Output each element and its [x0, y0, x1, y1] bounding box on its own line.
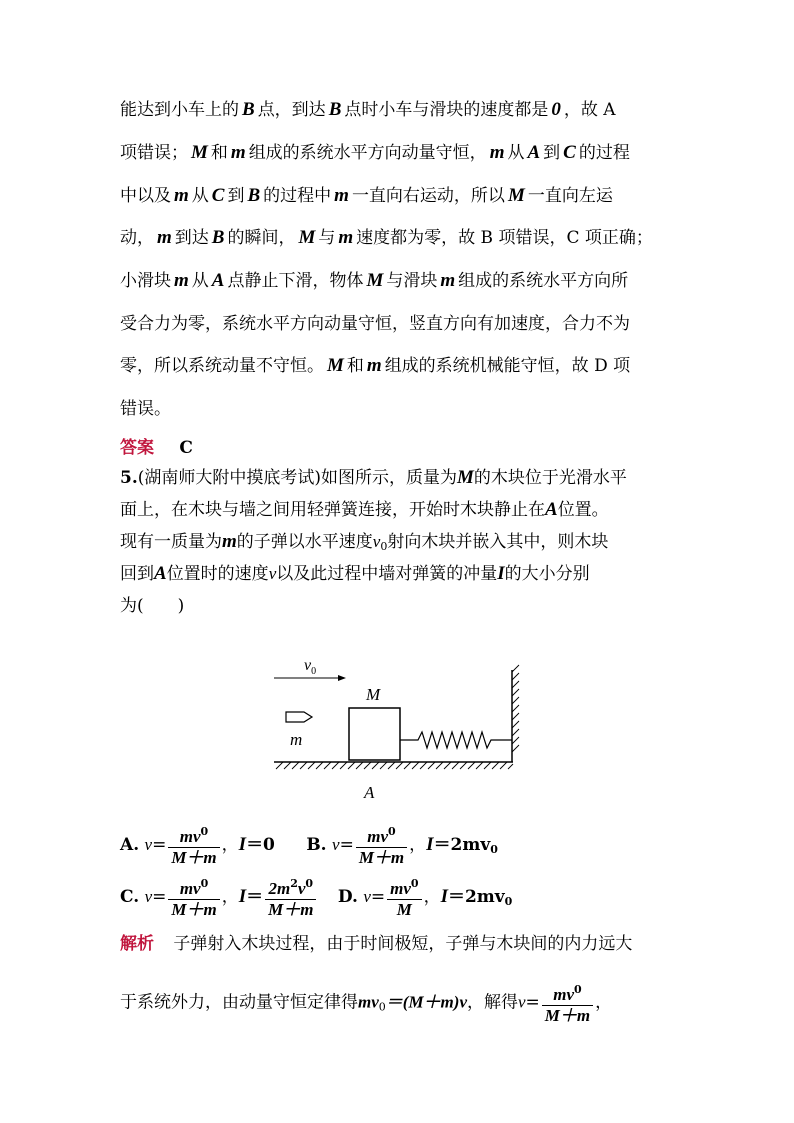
analysis-text: ，解得: [467, 992, 518, 1013]
text-run: 与滑块: [386, 271, 438, 291]
math-var: m: [174, 185, 189, 206]
position-A-label: A: [364, 783, 375, 802]
var-v0-sub: 0: [380, 540, 388, 553]
math-var: B: [247, 185, 261, 206]
question-line: [120, 594, 184, 618]
options-row: [120, 874, 512, 924]
var-A: A: [545, 499, 558, 520]
text-run: 点时小车与滑块的速度都是: [344, 100, 549, 120]
velocity-arrowhead: [338, 675, 346, 681]
text-run: 小滑块: [120, 271, 171, 291]
text-run: 能达到小车上的: [120, 100, 239, 120]
physics-figure: [260, 650, 530, 810]
options-row: [120, 822, 498, 872]
math-var: M: [298, 227, 316, 248]
equation-fraction: $\frac{mv^0}{M+m}$: [542, 980, 593, 1026]
text-run: 零，所以系统动量不守恒。: [120, 356, 324, 376]
text-line: [120, 312, 630, 336]
text-line: [120, 269, 628, 293]
question-text: 的子弹以水平速度: [236, 532, 373, 552]
wall-hatch: [512, 665, 519, 752]
text-line: [120, 354, 630, 378]
var-A: A: [154, 563, 167, 584]
text-run: 的过程中: [263, 186, 332, 206]
text-run: 速度都为零，故 B 项错误，C 项正确；: [356, 228, 653, 248]
text-run: 点，到达: [257, 100, 326, 120]
math-var: B: [242, 99, 255, 120]
var-I: I: [497, 563, 505, 584]
bullet-label: m: [290, 730, 303, 749]
v0-label: $v_0$: [304, 657, 317, 677]
text-run: 组成的系统水平方向所: [458, 271, 629, 291]
question-number: 5.: [120, 468, 138, 488]
text-run: 组成的系统机械能守恒，故 D 项: [384, 356, 631, 376]
math-var: M: [191, 142, 208, 163]
question-text: 的大小分别: [504, 564, 590, 584]
text-run: 与: [318, 228, 336, 248]
text-run: 动，: [120, 228, 154, 248]
math-var: M: [507, 185, 525, 206]
question-text: 为( ): [120, 596, 185, 616]
text-line: [120, 98, 616, 122]
math-var: m: [334, 185, 349, 206]
text-run: 从: [507, 143, 525, 163]
analysis-label: 解析: [120, 934, 154, 954]
text-run: 组成的系统水平方向动量守恒，: [248, 143, 487, 163]
equation: ＝(M＋m)v: [385, 992, 467, 1012]
text-run: 到: [227, 186, 245, 206]
question-line: [120, 498, 609, 522]
equation: mv: [358, 992, 379, 1012]
option-D[interactable]: D. v= $\frac{mv^0}{M}$ ，$I=2mv_0$: [337, 877, 513, 919]
question-text: 位置时的速度: [166, 564, 269, 584]
question-text: 如图所示，质量为: [321, 468, 458, 488]
text-run: 和: [346, 356, 364, 376]
text-line: [120, 397, 171, 421]
var-M: M: [457, 467, 474, 488]
text-run: 到达: [174, 228, 209, 248]
text-run: 到: [543, 143, 561, 163]
analysis-text: 于系统外力，由动量守恒定律得: [120, 992, 358, 1013]
math-var: B: [328, 99, 342, 120]
floor-hatch: [276, 762, 513, 769]
question-line: [120, 530, 608, 559]
text-run: ，故 A: [563, 100, 616, 120]
text-run: 项错误；: [120, 143, 188, 163]
text-run: 从: [191, 271, 209, 291]
math-var: C: [211, 185, 225, 206]
question-text: 回到: [120, 564, 154, 584]
spring-shape: [400, 732, 512, 748]
analysis-text: 子弹射入木块过程，由于时间极短，子弹与木块间的内力远大: [173, 934, 633, 954]
answer-line: [120, 436, 193, 460]
question-text: 现有一质量为: [120, 532, 222, 552]
math-var: 0: [551, 99, 561, 120]
text-run: 从: [191, 186, 209, 206]
question-text: 以及此过程中墙对弹簧的冲量: [276, 564, 498, 584]
math-var: m: [157, 227, 172, 248]
text-run: 和: [210, 143, 228, 163]
option-C[interactable]: C. v= $\frac{mv^0}{M+m}$ ，I＝ $\frac{2m^2v^0}{M+m}$: [120, 887, 324, 907]
question-line: [120, 466, 627, 490]
answer-label: 答案: [120, 438, 154, 458]
question-text: 面上，在木块与墙之间用轻弹簧连接，开始时木块静止在: [120, 500, 545, 520]
bullet-shape: [286, 712, 312, 722]
text-line: [120, 184, 613, 208]
math-var: B: [211, 227, 225, 248]
option-A[interactable]: A. v= $\frac{mv^0}{M+m}$ ，I＝0: [120, 825, 275, 867]
text-run: 的过程: [578, 143, 630, 163]
text-run: 一直向右运动，所以: [351, 186, 505, 206]
math-var: A: [527, 142, 541, 163]
question-source: (湖南师大附中摸底考试): [137, 468, 322, 488]
var-v: v: [268, 564, 277, 583]
text-run: 中以及: [120, 186, 171, 206]
text-line: [120, 226, 653, 250]
block-label: M: [366, 685, 381, 704]
math-var: A: [211, 270, 225, 291]
question-text: 射向木块并嵌入其中，则木块: [387, 532, 609, 552]
option-B[interactable]: B. v= $\frac{mv^0}{M+m}$ ，$I=2mv_0$: [306, 825, 498, 867]
text-run: 错误。: [120, 399, 171, 419]
var-m: m: [222, 531, 237, 552]
block-shape: [349, 708, 400, 760]
math-var: m: [366, 355, 382, 376]
analysis-line: [120, 932, 632, 956]
question-text: 位置。: [557, 500, 609, 520]
var-v0: v: [372, 532, 381, 551]
math-var: C: [563, 142, 576, 163]
text-run: 点静止下滑，物体: [227, 271, 364, 291]
math-var: m: [230, 142, 246, 163]
text-run: 一直向左运: [527, 186, 613, 206]
math-var: m: [338, 227, 354, 248]
math-var: m: [489, 142, 505, 163]
text-line: [120, 141, 630, 165]
math-var: m: [174, 270, 189, 291]
question-line: [120, 562, 590, 586]
text-run: 受合力为零，系统水平方向动量守恒，竖直方向有加速度，合力不为: [120, 314, 630, 334]
math-var: M: [366, 270, 384, 291]
answer-value: C: [179, 438, 193, 458]
analysis-line: 于系统外力，由动量守恒定律得$mv_0=(M+m)v$，解得v= $\frac{mv^0}{M+m}$ ，: [120, 980, 612, 1028]
text-run: 的瞬间，: [227, 228, 296, 248]
math-var: M: [327, 355, 344, 376]
question-text: 的木块位于光滑水平: [473, 468, 627, 488]
math-var: m: [440, 270, 456, 291]
